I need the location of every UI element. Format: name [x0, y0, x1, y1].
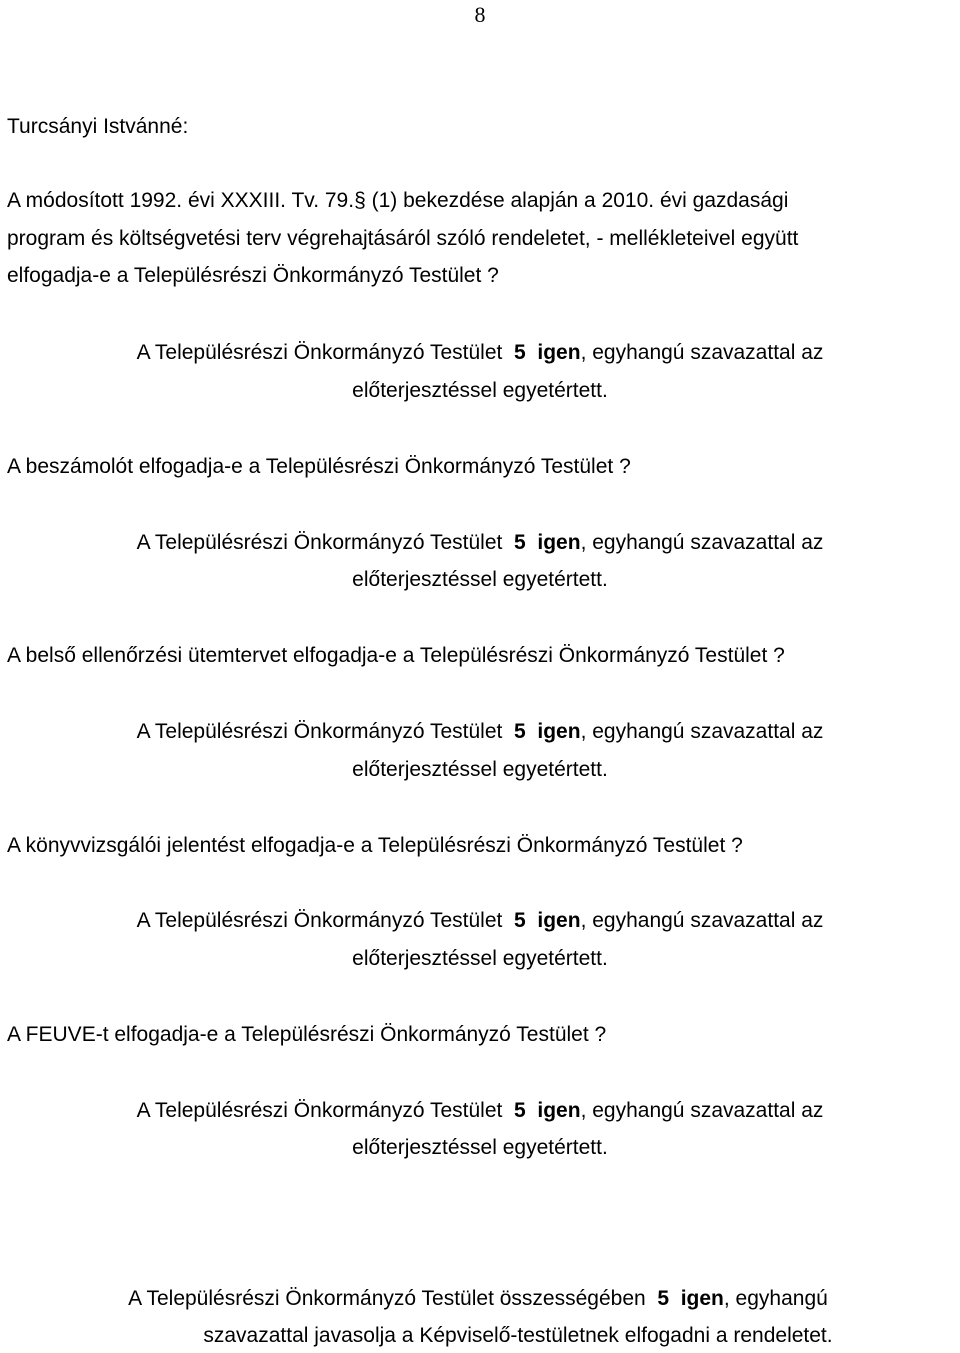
- vote-igen: igen: [537, 909, 581, 932]
- question-2: A belső ellenőrzési ütemtervet elfogadja-e a Településrészi Önkormányzó Testület ?: [7, 644, 785, 667]
- vote-count: 5: [514, 531, 526, 554]
- vote-suffix: , egyhangú szavazattal az: [580, 909, 824, 932]
- conclusion-line-2: szavazattal javasolja a Képviselő-testületnek elfogadni a rendeletet.: [203, 1324, 833, 1347]
- question-4: A FEUVE-t elfogadja-e a Településrészi Önkormányzó Testület ?: [7, 1023, 607, 1046]
- intro-question-line-1: A módosított 1992. évi XXXIII. Tv. 79.§ (1) bekezdése alapján a 2010. évi gazdasági: [7, 189, 789, 212]
- vote-prefix: A Településrészi Önkormányzó Testület: [136, 531, 503, 554]
- vote-igen: igen: [537, 1099, 581, 1122]
- vote-prefix: A Településrészi Önkormányzó Testület: [136, 720, 503, 743]
- vote-result-4-line-1: [0, 909, 960, 933]
- intro-question-line-3: elfogadja-e a Településrészi Önkormányzó Testület ?: [7, 264, 499, 287]
- vote-prefix: A Településrészi Önkormányzó Testület: [136, 1099, 503, 1122]
- vote-igen: igen: [537, 531, 581, 554]
- intro-question-line-2: program és költségvetési terv végrehajtásáról szóló rendeletet, - mellékleteivel együtt: [7, 227, 799, 250]
- vote-suffix: , egyhangú szavazattal az: [580, 341, 824, 364]
- vote-result-2-line-2: előterjesztéssel egyetértett.: [352, 568, 608, 591]
- conclusion-line-1: [0, 1287, 958, 1311]
- vote-suffix: , egyhangú szavazattal az: [580, 720, 824, 743]
- vote-igen: igen: [537, 341, 581, 364]
- conclusion-prefix: A Településrészi Önkormányzó Testület összességében: [128, 1287, 646, 1310]
- conclusion-igen: igen: [680, 1287, 724, 1310]
- vote-prefix: A Településrészi Önkormányzó Testület: [136, 341, 503, 364]
- vote-count: 5: [514, 1099, 526, 1122]
- conclusion-count: 5: [657, 1287, 670, 1310]
- question-1: A beszámolót elfogadja-e a Településrészi Önkormányzó Testület ?: [7, 455, 631, 478]
- vote-result-5-line-2: előterjesztéssel egyetértett.: [352, 1136, 608, 1159]
- vote-result-2-line-1: [0, 531, 960, 555]
- vote-count: 5: [514, 720, 526, 743]
- vote-result-5-line-1: [0, 1099, 960, 1123]
- vote-suffix: , egyhangú szavazattal az: [580, 531, 824, 554]
- page-number: 8: [474, 2, 486, 27]
- vote-result-3-line-1: [0, 720, 960, 744]
- vote-result-3-line-2: előterjesztéssel egyetértett.: [352, 758, 608, 781]
- vote-result-4-line-2: előterjesztéssel egyetértett.: [352, 947, 608, 970]
- question-3: A könyvvizsgálói jelentést elfogadja-e a Településrészi Önkormányzó Testület ?: [7, 834, 743, 857]
- vote-count: 5: [514, 909, 526, 932]
- vote-count: 5: [514, 341, 526, 364]
- vote-prefix: A Településrészi Önkormányzó Testület: [136, 909, 503, 932]
- speaker-name: Turcsányi Istvánné:: [7, 115, 189, 138]
- vote-result-1-line-1: [0, 341, 960, 365]
- vote-suffix: , egyhangú szavazattal az: [580, 1099, 824, 1122]
- vote-igen: igen: [537, 720, 581, 743]
- conclusion-suffix: , egyhangú: [723, 1287, 828, 1310]
- vote-result-1-line-2: előterjesztéssel egyetértett.: [352, 379, 608, 402]
